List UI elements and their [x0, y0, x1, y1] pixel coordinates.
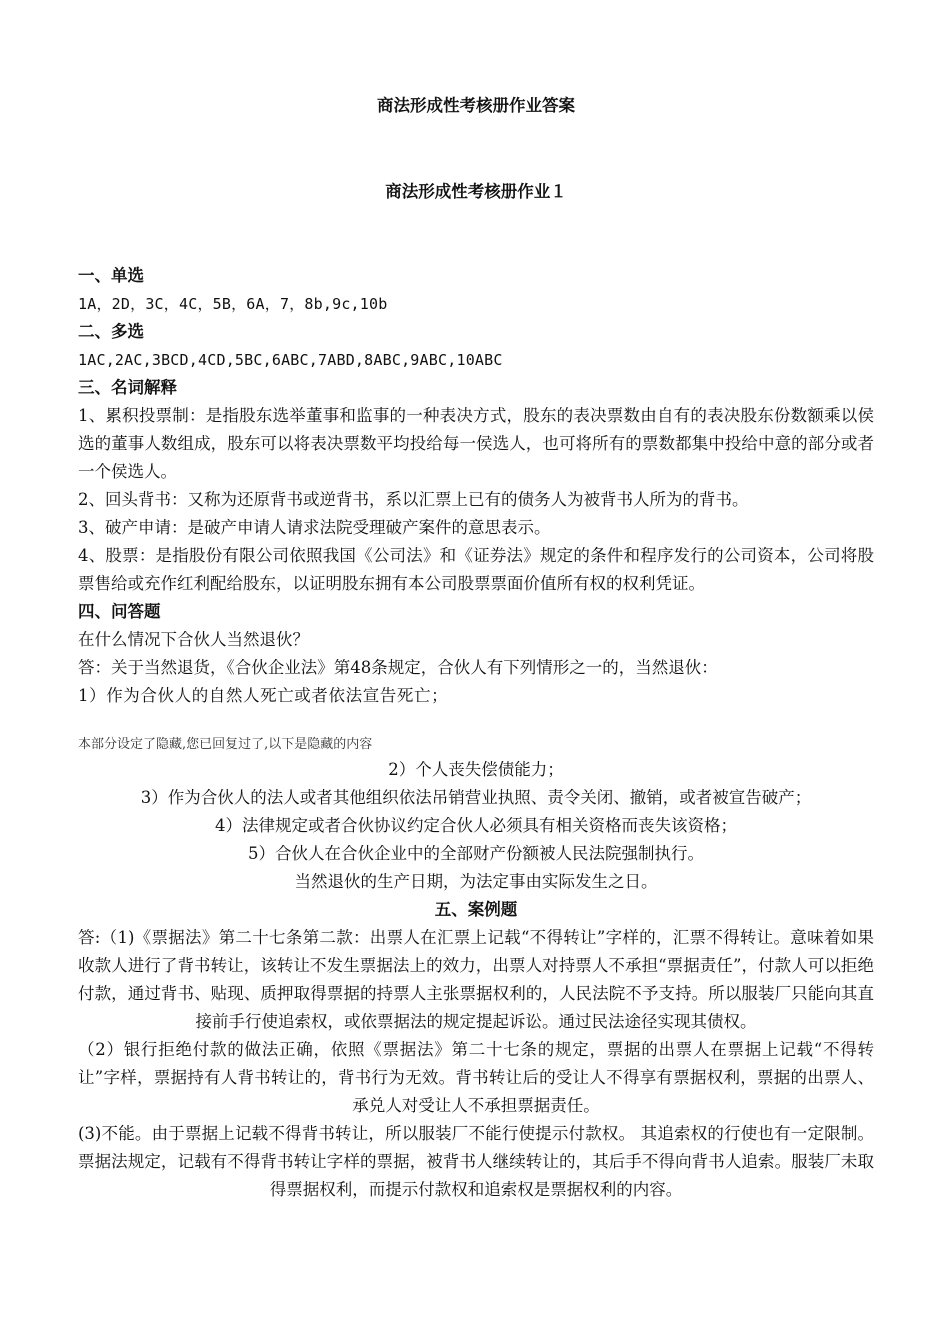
qa-answer-item: 5）合伙人在合伙企业中的全部财产份额被人民法院强制执行。 [248, 844, 704, 863]
assignment-title: 商法形成性考核册作业１ [385, 182, 567, 201]
qa-answer-item: 4）法律规定或者合伙协议约定合伙人必须具有相关资格而丧失该资格； [215, 816, 737, 835]
case-answer-paragraph: (3)不能。由于票据上记载不得背书转让，所以服装厂不能行使提示付款权。 其追索权的行使也有一定限制。票据法规定，记载有不得背书转让字样的票据，被背书人继续转让的，其后手不得向背书人追索。服装厂未取得票据权利，而提示付款权和追索权是票据权利的内容。 [78, 1124, 874, 1199]
qa-answer-item: 3）作为合伙人的法人或者其他组织依法吊销营业执照、责令关闭、撤销，或者被宣告破产； [140, 788, 812, 807]
term-definition-item: 4、股票：是指股份有限公司依照我国《公司法》和《证券法》规定的条件和程序发行的公司资本，公司将股票售给或充作红利配给股东，以证明股东拥有本公司股票票面价值所有权的权利凭证。 [78, 546, 874, 593]
qa-question: 在什么情况下合伙人当然退伙？ [78, 630, 309, 649]
document-body [78, 262, 874, 1204]
section-heading-term-definitions: 三、名词解释 [78, 378, 177, 397]
section-heading-qa: 四、问答题 [78, 602, 161, 621]
term-definition-item: 2、回头背书：又称为还原背书或逆背书，系以汇票上已有的债务人为被背书人所为的背书。 [78, 490, 749, 509]
section-heading-case-study: 五、案例题 [434, 900, 518, 919]
single-choice-answers: 1A，2D，3C，4C，5B，6A，7，8b,9c,10b [78, 295, 388, 313]
document-title: 商法形成性考核册作业答案 [377, 96, 575, 115]
qa-answer-item: 2）个人丧失偿债能力； [388, 760, 564, 779]
multiple-choice-answers: 1AC,2AC,3BCD,4CD,5BC,6ABC,7ABD,8ABC,9ABC,10ABC [78, 351, 503, 369]
case-answer-paragraph: （2）银行拒绝付款的做法正确，依照《票据法》第二十七条的规定，票据的出票人在票据上记载“不得转让”字样，票据持有人背书转让的，背书行为无效。背书转让后的受让人不得享有票据权利，票据的出票人、承兑人对受让人不承担票据责任。 [78, 1040, 874, 1115]
hidden-content-notice: 本部分设定了隐藏,您已回复过了,以下是隐藏的内容 [78, 737, 373, 752]
term-definition-item: 1、累积投票制：是指股东选举董事和监事的一种表决方式，股东的表决票数由自有的表决股东份数额乘以侯选的董事人数组成，股东可以将表决票数平均投给每一侯选人，也可将所有的票数都集中投给中意的部分或者一个侯选人。 [78, 406, 874, 481]
section-heading-multiple-choice: 二、多选 [78, 322, 144, 341]
qa-answer-closing: 当然退伙的生产日期，为法定事由实际发生之日。 [294, 872, 658, 891]
case-answer-paragraph: 答:（1)《票据法》第二十七条第二款：出票人在汇票上记载“不得转让”字样的，汇票不得转让。意味着如果收款人进行了背书转让，该转让不发生票据法上的效力，出票人对持票人不承担“票据责任”，付款人可以拒绝付款，通过背书、贴现、质押取得票据的持票人主张票据权利的，人民法院不予支持。所以服装厂只能向其直接前手行使追索权，或依票据法的规定提起诉讼。通过民法途径实现其债权。 [78, 928, 874, 1031]
term-definition-item: 3、破产申请：是破产申请人请求法院受理破产案件的意思表示。 [78, 518, 551, 537]
section-heading-single-choice: 一、单选 [78, 266, 144, 285]
qa-answer-intro: 答：关于当然退货，《合伙企业法》第48条规定，合伙人有下列情形之一的，当然退伙： [78, 658, 718, 677]
qa-answer-item: 1）作为合伙人的自然人死亡或者依法宣告死亡； [78, 686, 449, 705]
